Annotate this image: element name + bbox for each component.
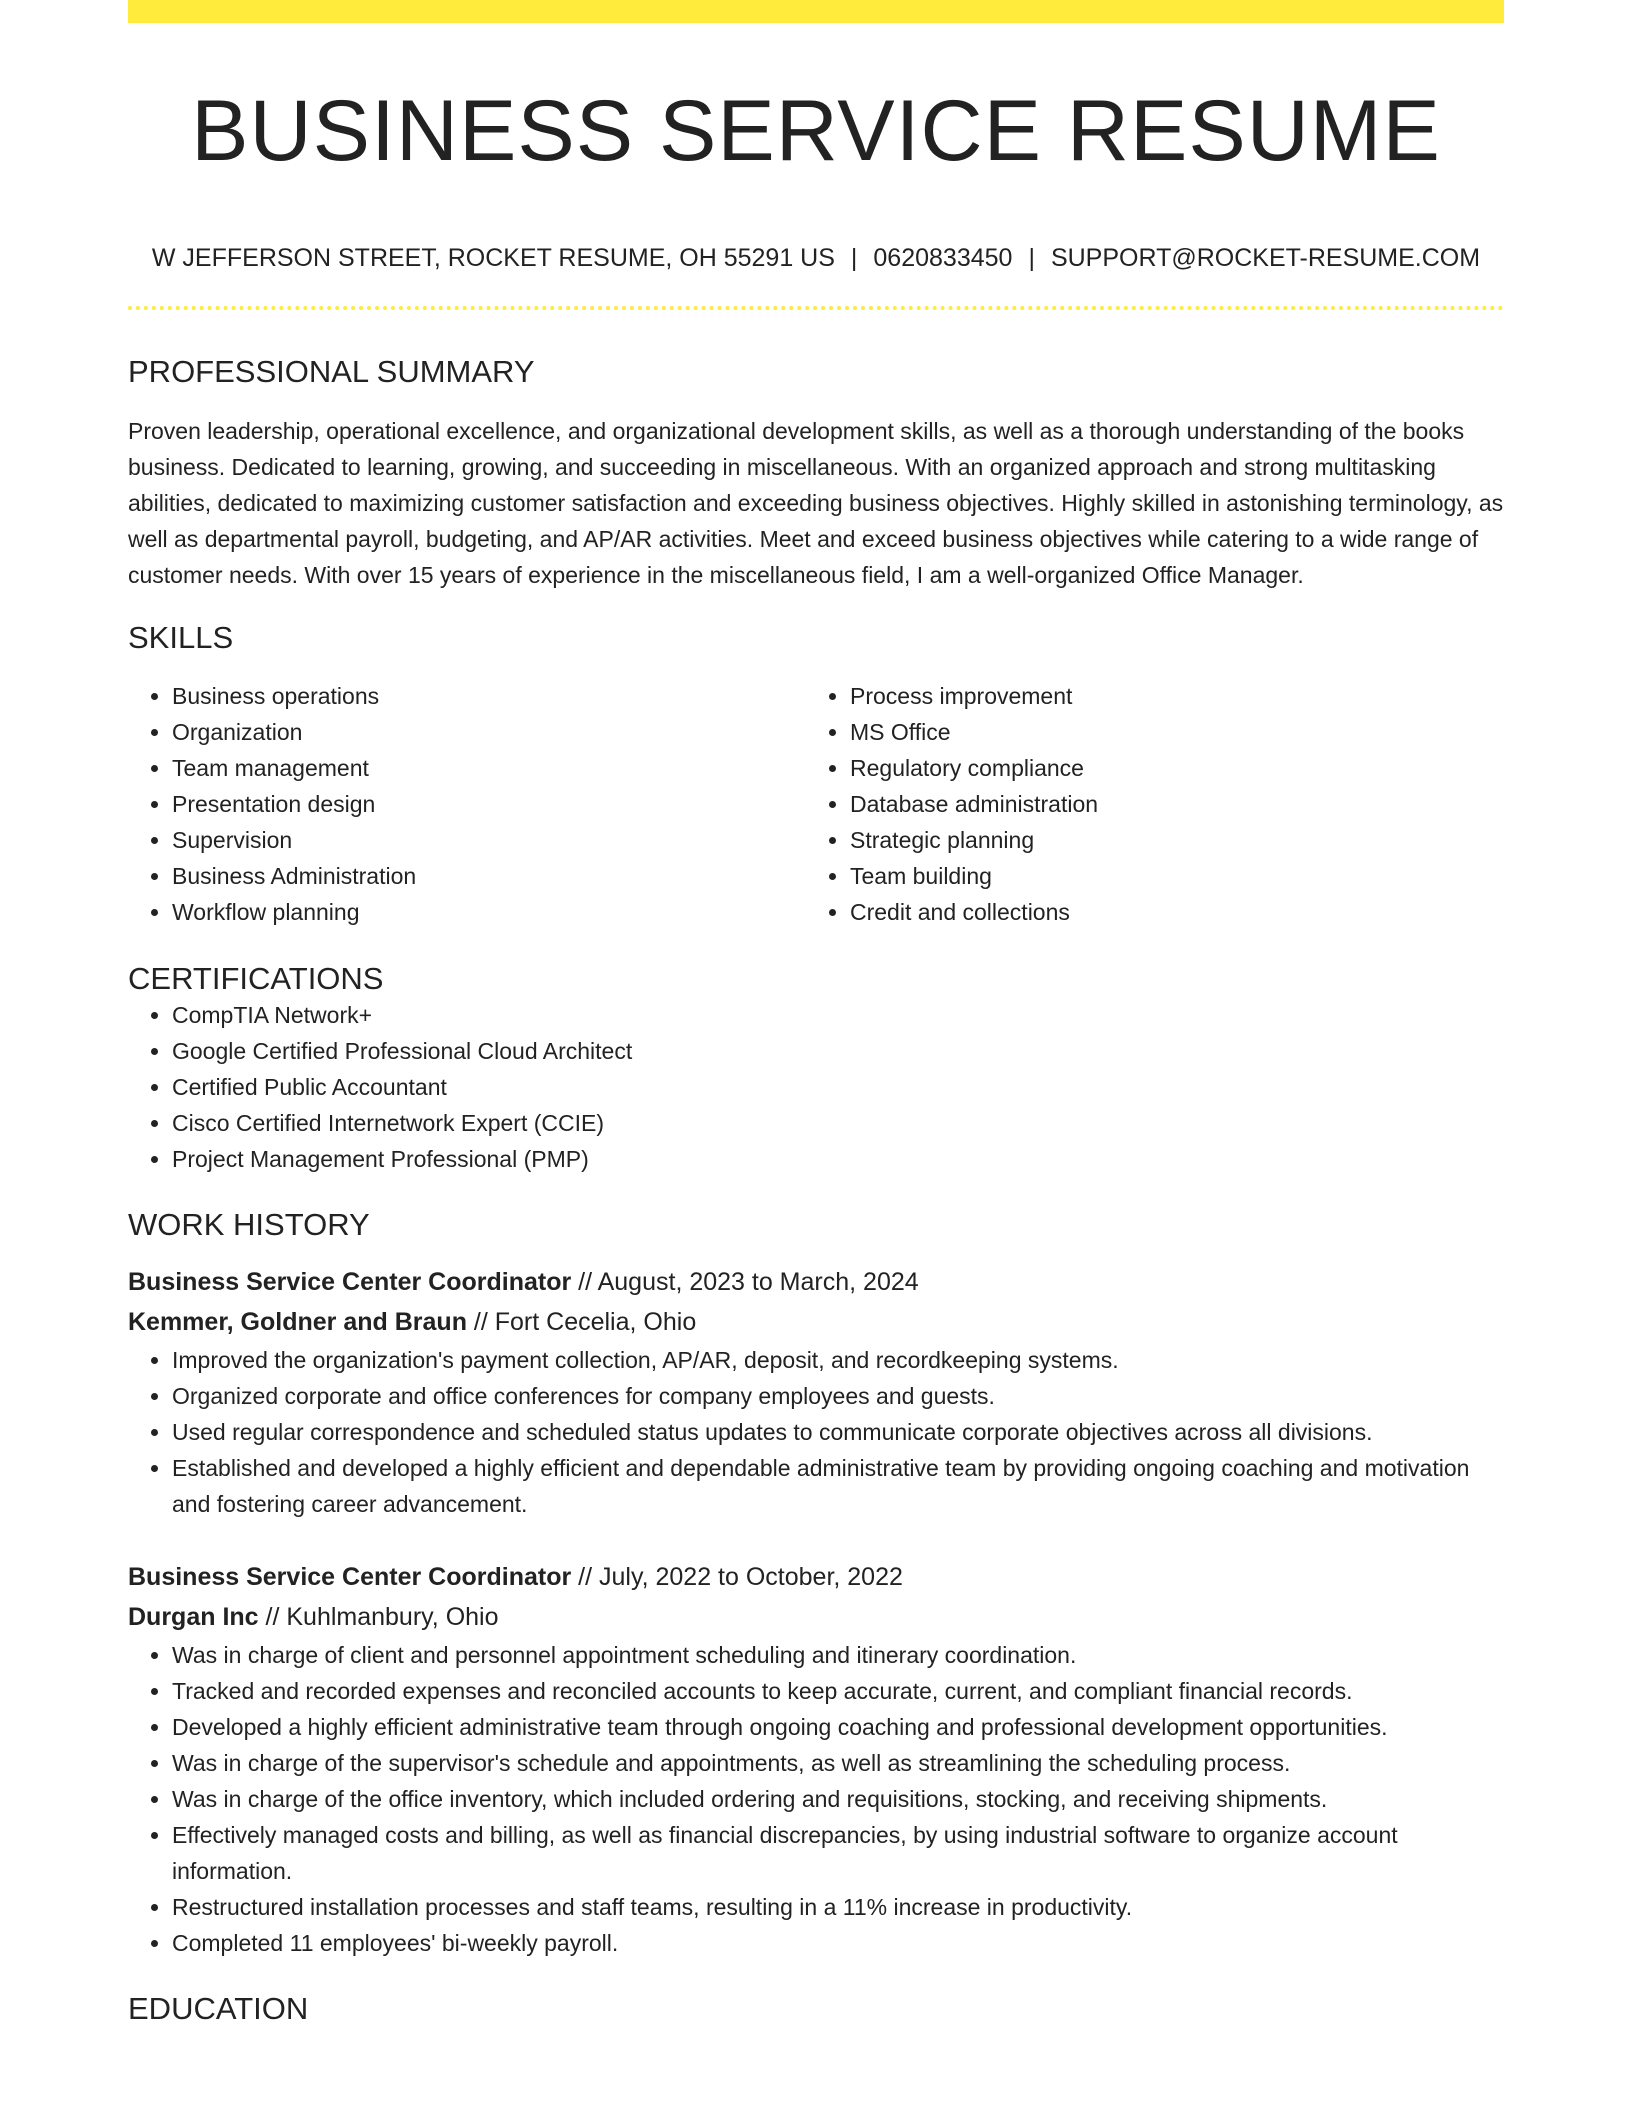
skills-heading: SKILLS — [128, 620, 234, 655]
contact-line — [128, 243, 1504, 273]
job-bullet: • Effectively managed costs and billing, as well as financial discrepancies, by using industrial software to organize account information. — [172, 1817, 1504, 1889]
job-location: // Kuhlmanbury, Ohio — [258, 1603, 499, 1631]
skill-item: • Workflow planning — [172, 894, 806, 930]
job-entry — [128, 1557, 1504, 1961]
job-bullet: • Established and developed a highly efficient and dependable administrative team by providing ongoing coaching and motivation and fostering career advancement. — [172, 1450, 1504, 1522]
resume-page — [128, 23, 1504, 2027]
skill-item: • Team management — [172, 750, 806, 786]
skill-item: • Credit and collections — [850, 894, 1484, 930]
work-history-heading: WORK HISTORY — [128, 1207, 370, 1242]
job-company: Kemmer, Goldner and Braun — [128, 1308, 467, 1336]
certifications-heading: CERTIFICATIONS — [128, 961, 384, 996]
certification-item: • Cisco Certified Internetwork Expert (CCIE) — [172, 1105, 1504, 1141]
job-bullet: • Was in charge of the supervisor's schedule and appointments, as well as streamlining the scheduling process. — [172, 1745, 1504, 1781]
education-heading: EDUCATION — [128, 1991, 309, 2026]
skill-item: • Database administration — [850, 786, 1484, 822]
skill-item: • Business operations — [172, 678, 806, 714]
contact-phone: 0620833450 — [873, 244, 1013, 272]
job-title-line — [128, 1557, 1504, 1597]
certification-item: • Google Certified Professional Cloud Architect — [172, 1033, 1504, 1069]
summary-heading: PROFESSIONAL SUMMARY — [128, 354, 535, 389]
job-bullet-list — [128, 1637, 1504, 1961]
accent-top-bar — [128, 0, 1504, 23]
job-bullet: • Organized corporate and office conferences for company employees and guests. — [172, 1378, 1504, 1414]
certification-item: • Certified Public Accountant — [172, 1069, 1504, 1105]
skill-item: • Process improvement — [850, 678, 1484, 714]
job-bullet: • Tracked and recorded expenses and reconciled accounts to keep accurate, current, and compliant financial records. — [172, 1673, 1504, 1709]
job-company: Durgan Inc — [128, 1603, 259, 1631]
job-bullet-list — [128, 1342, 1504, 1522]
skills-column-right — [806, 678, 1484, 930]
job-bullet: • Was in charge of the office inventory, which included ordering and requisitions, stocking, and receiving shipments. — [172, 1781, 1504, 1817]
skill-item: • Supervision — [172, 822, 806, 858]
contact-address: W JEFFERSON STREET, ROCKET RESUME, OH 55291 US — [151, 244, 835, 272]
certifications-list — [128, 997, 1504, 1177]
skill-item: • Regulatory compliance — [850, 750, 1484, 786]
job-bullet: • Completed 11 employees' bi-weekly payroll. — [172, 1925, 1504, 1961]
job-company-line — [128, 1597, 1504, 1637]
summary-text: Proven leadership, operational excellence, and organizational development skills, as well as a thorough understanding of the books business. Dedicated to learning, growing, and succeeding in miscellaneous. With an organized approach and strong multitasking abilities, dedicated to maximizing customer satisfaction and exceeding business objectives. Highly skilled in astonishing terminology, as well as departmental payroll, budgeting, and AP/AR activities. Meet and exceed business objectives while catering to a wide range of customer needs. With over 15 years of experience in the miscellaneous field, I am a well-organized Office Manager. — [128, 418, 1504, 588]
job-bullet: • Improved the organization's payment collection, AP/AR, deposit, and recordkeeping systems. — [172, 1342, 1504, 1378]
job-dates: // August, 2023 to March, 2024 — [571, 1268, 919, 1296]
job-bullet: • Developed a highly efficient administrative team through ongoing coaching and professional development opportunities. — [172, 1709, 1504, 1745]
job-title: Business Service Center Coordinator — [128, 1563, 572, 1591]
skill-item: • MS Office — [850, 714, 1484, 750]
job-bullet: • Used regular correspondence and scheduled status updates to communicate corporate objectives across all divisions. — [172, 1414, 1504, 1450]
job-location: // Fort Cecelia, Ohio — [466, 1308, 697, 1336]
job-dates: // July, 2022 to October, 2022 — [571, 1563, 903, 1591]
skill-item: • Strategic planning — [850, 822, 1484, 858]
job-bullet: • Restructured installation processes and staff teams, resulting in a 11% increase in productivity. — [172, 1889, 1504, 1925]
certification-item: • CompTIA Network+ — [172, 997, 1504, 1033]
job-entry — [128, 1262, 1504, 1522]
skill-item: • Team building — [850, 858, 1484, 894]
job-title: Business Service Center Coordinator — [128, 1268, 572, 1296]
contact-email: SUPPORT@ROCKET-RESUME.COM — [1050, 244, 1481, 272]
skills-grid — [128, 678, 1504, 930]
certification-item: • Project Management Professional (PMP) — [172, 1141, 1504, 1177]
skill-item: • Presentation design — [172, 786, 806, 822]
job-bullet: • Was in charge of client and personnel appointment scheduling and itinerary coordination. — [172, 1637, 1504, 1673]
contact-separator: | — [1028, 244, 1035, 272]
skills-column-left — [128, 678, 806, 930]
skill-item: • Organization — [172, 714, 806, 750]
skill-item: • Business Administration — [172, 858, 806, 894]
dotted-divider — [128, 306, 1504, 310]
contact-separator: | — [850, 244, 858, 272]
resume-title: BUSINESS SERVICE RESUME — [191, 83, 1441, 179]
job-company-line — [128, 1302, 1504, 1342]
job-title-line — [128, 1262, 1504, 1302]
